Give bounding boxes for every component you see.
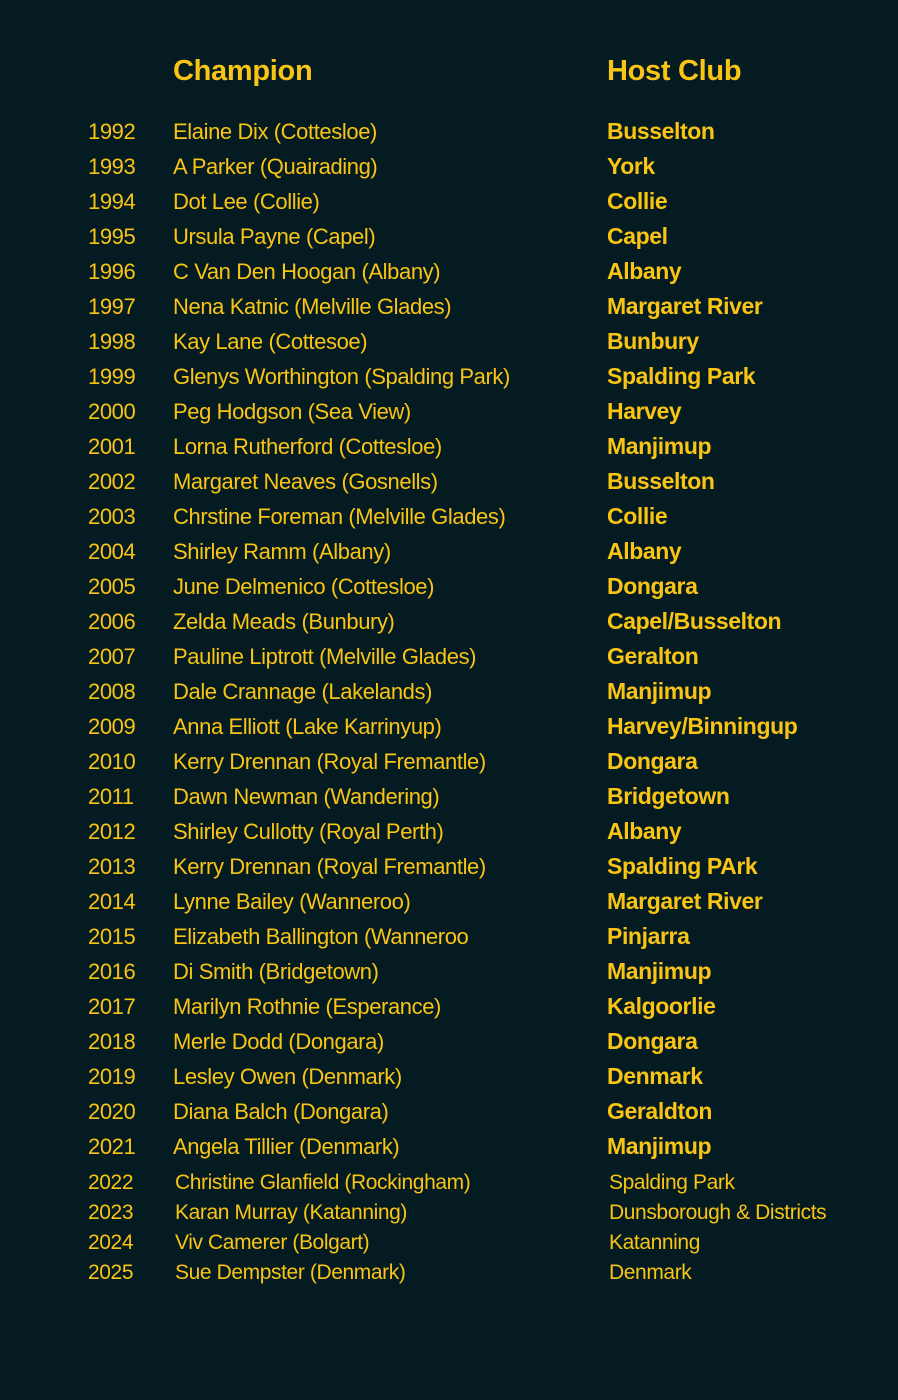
table-row <box>0 919 898 954</box>
host-club-cell: Denmark <box>607 1063 703 1089</box>
host-club-cell: Dongara <box>607 748 698 774</box>
host-club-column-header: Host Club <box>607 55 742 87</box>
table-row <box>0 604 898 639</box>
year-cell: 1993 <box>88 154 136 179</box>
champion-cell: Dawn Newman (Wandering) <box>173 784 440 809</box>
host-club-cell: Geralton <box>607 643 699 669</box>
year-cell: 1998 <box>88 329 136 354</box>
host-club-cell: Spalding Park <box>609 1171 735 1194</box>
table-row <box>0 289 898 324</box>
year-cell: 2013 <box>88 854 136 879</box>
table-row <box>0 359 898 394</box>
table-row <box>0 324 898 359</box>
year-cell: 2020 <box>88 1099 136 1124</box>
year-cell: 2016 <box>88 959 136 984</box>
host-club-cell: Albany <box>607 818 682 844</box>
table-row <box>0 674 898 709</box>
table-row <box>0 429 898 464</box>
champion-column-header: Champion <box>173 55 313 87</box>
host-club-cell: Manjimup <box>607 958 712 984</box>
host-club-cell: Dongara <box>607 1028 698 1054</box>
champion-cell: C Van Den Hoogan (Albany) <box>173 259 441 284</box>
host-club-cell: Pinjarra <box>607 923 690 949</box>
champion-cell: Pauline Liptrott (Melville Glades) <box>173 644 477 669</box>
year-cell: 2000 <box>88 399 136 424</box>
host-club-cell: Busselton <box>607 468 715 494</box>
year-cell: 1994 <box>88 189 136 214</box>
champion-cell: Peg Hodgson (Sea View) <box>173 399 411 424</box>
table-row <box>0 1094 898 1129</box>
table-row <box>0 1258 898 1288</box>
host-club-cell: Margaret River <box>607 888 763 914</box>
host-club-cell: Capel <box>607 223 668 249</box>
table-row <box>0 744 898 779</box>
table-row <box>0 849 898 884</box>
year-cell: 2011 <box>88 784 134 809</box>
year-cell: 2006 <box>88 609 136 634</box>
champion-cell: Shirley Ramm (Albany) <box>173 539 391 564</box>
table-row <box>0 1198 898 1228</box>
table-row <box>0 954 898 989</box>
champion-cell: Karan Murray (Katanning) <box>175 1201 408 1224</box>
champion-cell: Lesley Owen (Denmark) <box>173 1064 402 1089</box>
table-row <box>0 254 898 289</box>
champion-cell: Lynne Bailey (Wanneroo) <box>173 889 411 914</box>
host-club-cell: Albany <box>607 538 682 564</box>
table-row <box>0 989 898 1024</box>
host-club-cell: Harvey/Binningup <box>607 713 798 739</box>
champion-cell: Nena Katnic (Melville Glades) <box>173 294 452 319</box>
year-cell: 1997 <box>88 294 136 319</box>
table-row <box>0 184 898 219</box>
year-cell: 1995 <box>88 224 136 249</box>
champion-cell: Angela Tillier (Denmark) <box>173 1134 400 1159</box>
host-club-cell: Harvey <box>607 398 682 424</box>
table-row <box>0 1059 898 1094</box>
table-row <box>0 464 898 499</box>
host-club-cell: Margaret River <box>607 293 763 319</box>
host-club-cell: Denmark <box>609 1261 692 1284</box>
year-cell: 2004 <box>88 539 136 564</box>
champion-cell: Marilyn Rothnie (Esperance) <box>173 994 441 1019</box>
champion-cell: Anna Elliott (Lake Karrinyup) <box>173 714 442 739</box>
year-cell: 2017 <box>88 994 136 1019</box>
host-club-cell: York <box>607 153 655 179</box>
year-cell: 2018 <box>88 1029 136 1054</box>
champion-cell: Merle Dodd (Dongara) <box>173 1029 384 1054</box>
table-row <box>0 114 898 149</box>
year-cell: 2019 <box>88 1064 136 1089</box>
recent-champions-table <box>0 1168 898 1288</box>
host-club-cell: Busselton <box>607 118 715 144</box>
table-row <box>0 884 898 919</box>
host-club-cell: Manjimup <box>607 1133 712 1159</box>
host-club-cell: Manjimup <box>607 678 712 704</box>
year-cell: 2001 <box>88 434 136 459</box>
year-cell: 2009 <box>88 714 136 739</box>
year-cell: 1996 <box>88 259 136 284</box>
champion-cell: Lorna Rutherford (Cottesloe) <box>173 434 442 459</box>
host-club-cell: Bunbury <box>607 328 699 354</box>
host-club-cell: Collie <box>607 188 668 214</box>
champion-cell: Kerry Drennan (Royal Fremantle) <box>173 854 486 879</box>
table-row <box>0 499 898 534</box>
host-club-cell: Manjimup <box>607 433 712 459</box>
year-cell: 2005 <box>88 574 136 599</box>
table-row <box>0 1228 898 1258</box>
host-club-cell: Dongara <box>607 573 698 599</box>
table-row <box>0 779 898 814</box>
table-row <box>0 569 898 604</box>
champion-cell: Kerry Drennan (Royal Fremantle) <box>173 749 486 774</box>
champion-cell: Dale Crannage (Lakelands) <box>173 679 433 704</box>
host-club-cell: Spalding PArk <box>607 853 758 879</box>
champion-cell: Glenys Worthington (Spalding Park) <box>173 364 510 389</box>
host-club-cell: Bridgetown <box>607 783 730 809</box>
table-row <box>0 534 898 569</box>
champion-cell: Chrstine Foreman (Melville Glades) <box>173 504 506 529</box>
table-row <box>0 1129 898 1164</box>
host-club-cell: Geraldton <box>607 1098 713 1124</box>
host-club-cell: Collie <box>607 503 668 529</box>
table-row <box>0 219 898 254</box>
table-row <box>0 709 898 744</box>
host-club-cell: Albany <box>607 258 682 284</box>
champion-cell: Diana Balch (Dongara) <box>173 1099 389 1124</box>
year-cell: 2022 <box>88 1171 134 1194</box>
table-row <box>0 814 898 849</box>
year-cell: 2008 <box>88 679 136 704</box>
year-cell: 2025 <box>88 1261 134 1284</box>
table-row <box>0 639 898 674</box>
table-row <box>0 1024 898 1059</box>
year-cell: 2010 <box>88 749 136 774</box>
table-row <box>0 1168 898 1198</box>
champion-cell: Ursula Payne (Capel) <box>173 224 376 249</box>
table-row <box>0 394 898 429</box>
champion-cell: Christine Glanfield (Rockingham) <box>175 1171 471 1194</box>
champion-cell: Zelda Meads (Bunbury) <box>173 609 395 634</box>
champion-cell: Di Smith (Bridgetown) <box>173 959 379 984</box>
host-club-cell: Katanning <box>609 1231 700 1254</box>
champion-cell: Margaret Neaves (Gosnells) <box>173 469 438 494</box>
year-cell: 2014 <box>88 889 136 914</box>
host-club-cell: Kalgoorlie <box>607 993 716 1019</box>
champion-cell: Dot Lee (Collie) <box>173 189 320 214</box>
year-cell: 2023 <box>88 1201 134 1224</box>
year-cell: 2021 <box>88 1134 136 1159</box>
year-cell: 1999 <box>88 364 136 389</box>
year-cell: 2012 <box>88 819 136 844</box>
champions-table <box>0 114 898 1164</box>
year-cell: 1992 <box>88 119 136 144</box>
champion-cell: Elaine Dix (Cottesloe) <box>173 119 377 144</box>
champion-cell: Kay Lane (Cottesoe) <box>173 329 368 354</box>
host-club-cell: Dunsborough & Districts <box>609 1201 827 1224</box>
champion-cell: Viv Camerer (Bolgart) <box>175 1231 370 1254</box>
champion-cell: June Delmenico (Cottesloe) <box>173 574 435 599</box>
host-club-cell: Spalding Park <box>607 363 756 389</box>
year-cell: 2003 <box>88 504 136 529</box>
champion-cell: A Parker (Quairading) <box>173 154 378 179</box>
year-cell: 2015 <box>88 924 136 949</box>
champion-cell: Shirley Cullotty (Royal Perth) <box>173 819 444 844</box>
host-club-cell: Capel/Busselton <box>607 608 782 634</box>
champion-cell: Elizabeth Ballington (Wanneroo <box>173 924 469 949</box>
year-cell: 2024 <box>88 1231 134 1254</box>
year-cell: 2002 <box>88 469 136 494</box>
table-row <box>0 149 898 184</box>
year-cell: 2007 <box>88 644 136 669</box>
champion-cell: Sue Dempster (Denmark) <box>175 1261 406 1284</box>
